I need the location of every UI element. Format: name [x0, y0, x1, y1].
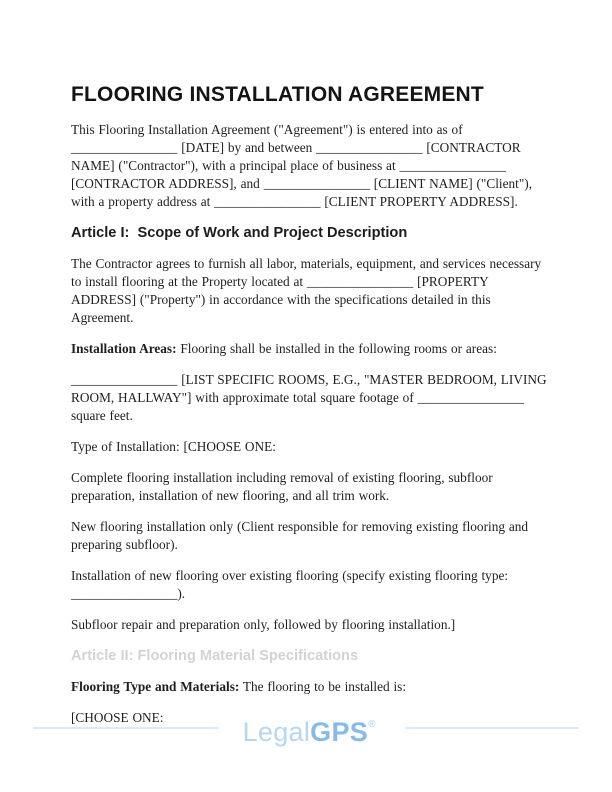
- logo-legal-text: Legal: [242, 716, 311, 747]
- installation-areas-paragraph: [71, 340, 547, 358]
- registered-trademark-icon: ®: [368, 718, 376, 730]
- installation-option-new-only: New flooring installation only (Client responsible for removing existing flooring and preparing subfloor).: [71, 519, 529, 552]
- logo-gps-text: GPS: [310, 716, 369, 747]
- intro-paragraph: This Flooring Installation Agreement ("Agreement") is entered into as of ________________ [DATE] by and between ________________ [CONTRACTOR NAME] ("Contractor"), with a principal place of business at ________________ [CONTRACTOR ADDRESS], and ________________ [CLIENT NAME] ("Client"), with a property address at ________________ [CLIENT PROPERTY ADDRESS].: [71, 122, 533, 209]
- footer-left-divider: [33, 727, 218, 729]
- type-of-installation-line: Type of Installation: [CHOOSE ONE:: [71, 439, 276, 454]
- legalgps-logo: [243, 707, 376, 750]
- installation-option-over-existing: Installation of new flooring over existing flooring (specify existing flooring type: ________________).: [71, 568, 509, 601]
- document-content: [71, 84, 547, 740]
- flooring-type-label: Flooring Type and Materials:: [71, 679, 240, 694]
- flooring-type-paragraph: [71, 678, 547, 696]
- footer-right-divider: [406, 727, 579, 729]
- document-title: FLOORING INSTALLATION AGREEMENT: [71, 83, 484, 106]
- installation-areas-label: Installation Areas:: [71, 341, 177, 356]
- rooms-paragraph: ________________ [LIST SPECIFIC ROOMS, E.G., "MASTER BEDROOM, LIVING ROOM, HALLWAY"] with approximate total square footage of ________________ square feet.: [71, 372, 547, 423]
- scope-paragraph: The Contractor agrees to furnish all labor, materials, equipment, and services necessary to install flooring at the Property located at ________________ [PROPERTY ADDRESS] ("Property") in accordance with the specifications detailed in this Agreement.: [71, 256, 542, 325]
- faded-fragment-line: [CHOOSE ONE:: [71, 710, 164, 725]
- article-2-heading: Article II: Flooring Material Specifications: [71, 648, 359, 664]
- article-1-heading: Article I: Scope of Work and Project Description: [71, 225, 408, 241]
- installation-option-complete: Complete flooring installation including removal of existing flooring, subfloor preparation, installation of new flooring, and all trim work.: [71, 470, 493, 503]
- footer-brand-bar: [0, 708, 612, 748]
- flooring-type-text: The flooring to be installed is:: [239, 679, 407, 694]
- installation-option-subfloor-repair: Subfloor repair and preparation only, followed by flooring installation.]: [71, 617, 456, 632]
- installation-areas-text: Flooring shall be installed in the following rooms or areas:: [176, 341, 497, 356]
